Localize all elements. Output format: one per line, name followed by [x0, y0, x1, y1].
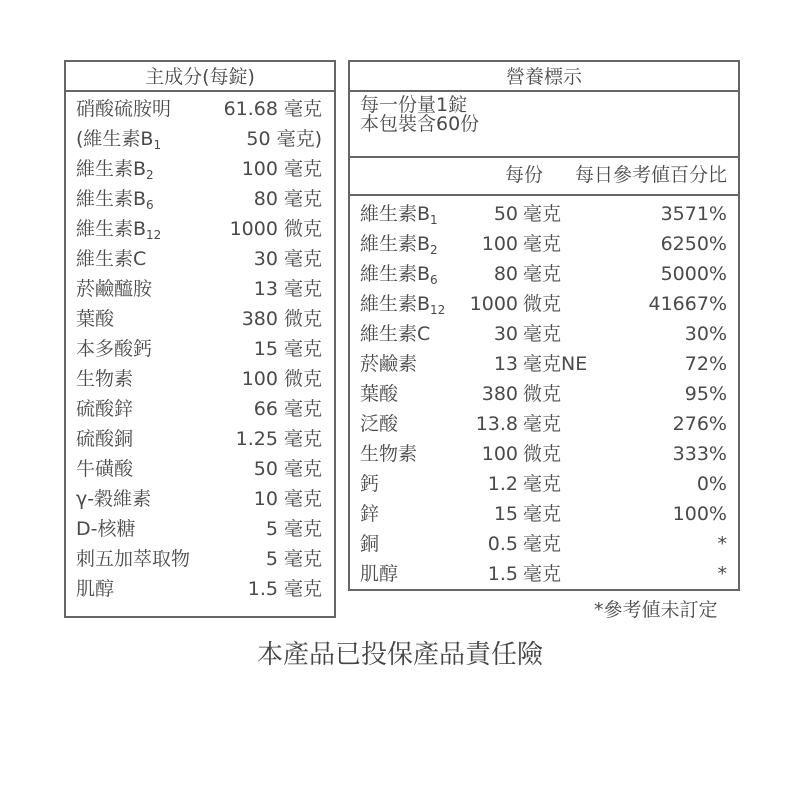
- nutrient-name: [360, 349, 417, 379]
- nutrient-amount: 1.2: [487, 473, 518, 495]
- nutrient-subscript: 6: [430, 273, 438, 287]
- ingredient-row: [66, 394, 334, 424]
- nutrient-name: [360, 499, 379, 529]
- ingredient-amount: 100 毫克: [241, 158, 322, 180]
- ingredient-row: [66, 574, 334, 604]
- nutrition-row: [350, 439, 738, 469]
- nutrient-unit: 微克: [523, 443, 562, 465]
- ingredient-row: [66, 544, 334, 574]
- header-divider: [350, 194, 738, 196]
- nutrient-name: [76, 544, 190, 574]
- nutrient-name: [76, 574, 114, 604]
- nutrient-amount: 80: [493, 263, 518, 285]
- nutrient-name: [76, 154, 154, 186]
- ingredient-row: [66, 454, 334, 484]
- nutrient-name: [360, 199, 438, 231]
- daily-value-percent: 0%: [696, 473, 727, 495]
- nutrient-name-text: 維生素B: [360, 203, 431, 225]
- nutrient-amount: 15: [493, 503, 518, 525]
- nutrient-name-text: 牛磺酸: [76, 458, 134, 480]
- nutrient-name: [360, 409, 398, 439]
- serving-size: 每一份量1錠: [360, 94, 468, 116]
- ingredient-row: [66, 484, 334, 514]
- nutrient-unit: 微克: [523, 293, 562, 315]
- ingredient-row: [66, 244, 334, 274]
- nutrient-name: [76, 334, 152, 364]
- ingredients-panel: [64, 60, 336, 618]
- ingredient-row: [66, 304, 334, 334]
- nutrient-name-text: 維生素B: [76, 188, 147, 210]
- nutrient-unit: 毫克: [523, 263, 562, 285]
- ingredient-row: [66, 94, 334, 124]
- nutrient-name-text: 肌醇: [76, 578, 115, 600]
- ingredient-row: [66, 154, 334, 184]
- daily-value-percent: 5000%: [660, 263, 727, 285]
- nutrient-amount: 50: [493, 203, 518, 225]
- nutrient-subscript: 6: [146, 198, 154, 212]
- nutrient-unit: 毫克NE: [523, 353, 588, 375]
- nutrient-amount: 100: [481, 233, 518, 255]
- nutrient-amount: 1000: [469, 293, 518, 315]
- nutrient-amount: 0.5: [487, 533, 518, 555]
- nutrient-name-text: 葉酸: [360, 383, 399, 405]
- nutrition-row: [350, 409, 738, 439]
- nutrient-name-text: 葉酸: [76, 308, 115, 330]
- nutrient-subscript: 2: [146, 168, 154, 182]
- nutrient-name: [76, 214, 161, 246]
- nutrient-subscript: 12: [430, 303, 446, 317]
- nutrient-name: [76, 394, 133, 424]
- nutrient-name: [360, 559, 398, 589]
- daily-value-percent: 30%: [684, 323, 727, 345]
- column-header-per-serving: 每份: [505, 164, 544, 186]
- ingredient-row: [66, 364, 334, 394]
- daily-value-percent: 276%: [672, 413, 727, 435]
- nutrient-name-text: 維生素B: [360, 233, 431, 255]
- ingredient-amount: 66 毫克: [253, 398, 322, 420]
- nutrient-name-text: 維生素C: [76, 248, 147, 270]
- nutrition-title: 營養標示: [350, 62, 738, 92]
- nutrient-amount: 13.8: [475, 413, 518, 435]
- nutrient-name-text: (維生素B: [76, 128, 154, 150]
- nutrient-name-text: 鈣: [360, 473, 380, 495]
- nutrient-name-text: 維生素B: [76, 158, 147, 180]
- nutrient-name-text: 菸鹼醯胺: [76, 278, 153, 300]
- ingredient-amount: 50 毫克): [246, 128, 322, 150]
- ingredient-amount: 50 毫克: [253, 458, 322, 480]
- nutrient-name: [360, 379, 398, 409]
- ingredient-row: [66, 424, 334, 454]
- serving-info: [360, 96, 479, 134]
- nutrient-subscript: 2: [430, 243, 438, 257]
- nutrient-name: [76, 364, 133, 394]
- ingredient-amount: 10 毫克: [253, 488, 322, 510]
- nutrition-row: [350, 229, 738, 259]
- nutrient-amount: 30: [493, 323, 518, 345]
- nutrient-name-text: 肌醇: [360, 563, 399, 585]
- nutrient-name: [360, 529, 379, 559]
- insurance-disclaimer: 本產品已投保產品責任險: [256, 640, 543, 670]
- nutrient-name-text: 菸鹼素: [360, 353, 418, 375]
- ingredient-amount: 100 微克: [241, 368, 322, 390]
- nutrient-amount: 100: [481, 443, 518, 465]
- nutrient-unit: 毫克: [523, 413, 562, 435]
- nutrient-name-text: 硝酸硫胺明: [76, 98, 172, 120]
- nutrient-name-text: 生物素: [76, 368, 134, 390]
- daily-value-percent: 41667%: [648, 293, 727, 315]
- ingredient-amount: 15 毫克: [253, 338, 322, 360]
- daily-value-percent: 6250%: [660, 233, 727, 255]
- nutrient-subscript: 1: [430, 213, 438, 227]
- daily-value-percent: 333%: [672, 443, 727, 465]
- ingredient-row: [66, 214, 334, 244]
- nutrition-row: [350, 319, 738, 349]
- ingredient-amount: 80 毫克: [253, 188, 322, 210]
- nutrient-unit: 毫克: [523, 533, 562, 555]
- nutrient-name-text: 硫酸鋅: [76, 398, 134, 420]
- column-header-daily-value: 每日參考値百分比: [574, 164, 727, 186]
- nutrient-unit: 毫克: [523, 323, 562, 345]
- ingredient-amount: 380 微克: [241, 308, 322, 330]
- nutrient-name-text: 泛酸: [360, 413, 399, 435]
- ingredient-row: [66, 184, 334, 214]
- nutrient-name: [76, 244, 146, 274]
- ingredient-amount: 1000 微克: [229, 218, 322, 240]
- nutrient-name: [76, 514, 136, 544]
- nutrient-unit: 毫克: [523, 203, 562, 225]
- nutrient-name: [360, 229, 438, 261]
- ingredient-amount: 30 毫克: [253, 248, 322, 270]
- nutrition-row: [350, 259, 738, 289]
- nutrition-row: [350, 199, 738, 229]
- nutrient-name: [360, 259, 438, 291]
- ingredient-row: [66, 334, 334, 364]
- ingredient-amount: 61.68 毫克: [223, 98, 322, 120]
- nutrient-amount: 1.5: [487, 563, 518, 585]
- nutrition-row: [350, 529, 738, 559]
- nutrient-subscript: 1: [153, 138, 162, 152]
- ingredient-amount: 13 毫克: [253, 278, 322, 300]
- nutrient-name-text: 銅: [360, 533, 380, 555]
- servings-per-pack: 本包裝含60份: [360, 113, 480, 135]
- nutrient-name-text: 維生素C: [360, 323, 431, 345]
- nutrient-name-text: 鋅: [360, 503, 380, 525]
- nutrition-row: [350, 289, 738, 319]
- nutrient-name: [76, 454, 133, 484]
- nutrient-unit: 毫克: [523, 563, 562, 585]
- nutrition-row: [350, 379, 738, 409]
- nutrient-unit: 微克: [523, 383, 562, 405]
- nutrient-subscript: 12: [146, 228, 162, 242]
- ingredient-row: [66, 274, 334, 304]
- nutrient-name: [76, 484, 151, 514]
- ingredients-title: 主成分(每錠): [66, 62, 334, 92]
- nutrition-row: [350, 469, 738, 499]
- nutrient-name-text: D-核糖: [76, 518, 136, 540]
- nutrient-name-text: 硫酸銅: [76, 428, 134, 450]
- nutrient-name: [76, 274, 152, 304]
- nutrient-name: [360, 439, 417, 469]
- ingredient-row: [66, 514, 334, 544]
- nutrient-name: [76, 424, 133, 454]
- nutrient-name-text: 維生素B: [76, 218, 147, 240]
- nutrient-name-text: 刺五加萃取物: [76, 548, 191, 570]
- ingredient-amount: 5 毫克: [265, 548, 322, 570]
- nutrient-name: [76, 184, 154, 216]
- nutrient-name-text: 維生素B: [360, 263, 431, 285]
- nutrition-row: [350, 499, 738, 529]
- ingredient-row: [66, 124, 334, 154]
- nutrition-row: [350, 559, 738, 589]
- nutrient-unit: 毫克: [523, 233, 562, 255]
- nutrition-facts-panel: [348, 60, 740, 591]
- daily-value-percent: 100%: [672, 503, 727, 525]
- daily-value-percent: *: [717, 563, 727, 585]
- nutrient-unit: 毫克: [523, 503, 562, 525]
- nutrition-row: [350, 349, 738, 379]
- nutrient-name-text: 本多酸鈣: [76, 338, 153, 360]
- daily-value-percent: 72%: [684, 353, 727, 375]
- nutrient-name: [76, 304, 114, 334]
- nutrient-unit: 毫克: [523, 473, 562, 495]
- nutrient-name: [76, 124, 161, 156]
- daily-value-percent: 95%: [684, 383, 727, 405]
- ingredient-amount: 1.5 毫克: [247, 578, 322, 600]
- ingredient-amount: 1.25 毫克: [235, 428, 322, 450]
- ingredient-amount: 5 毫克: [265, 518, 322, 540]
- nutrient-name-text: 生物素: [360, 443, 418, 465]
- daily-value-percent: 3571%: [660, 203, 727, 225]
- daily-value-percent: *: [717, 533, 727, 555]
- nutrient-name: [76, 94, 171, 124]
- nutrient-name-text: γ-穀維素: [76, 488, 152, 510]
- nutrient-amount: 13: [493, 353, 518, 375]
- nutrient-name: [360, 319, 430, 349]
- footnote: *參考値未訂定: [594, 599, 718, 621]
- nutrient-name: [360, 469, 379, 499]
- nutrient-name-text: 維生素B: [360, 293, 431, 315]
- serving-divider: [350, 156, 738, 158]
- nutrient-amount: 380: [481, 383, 518, 405]
